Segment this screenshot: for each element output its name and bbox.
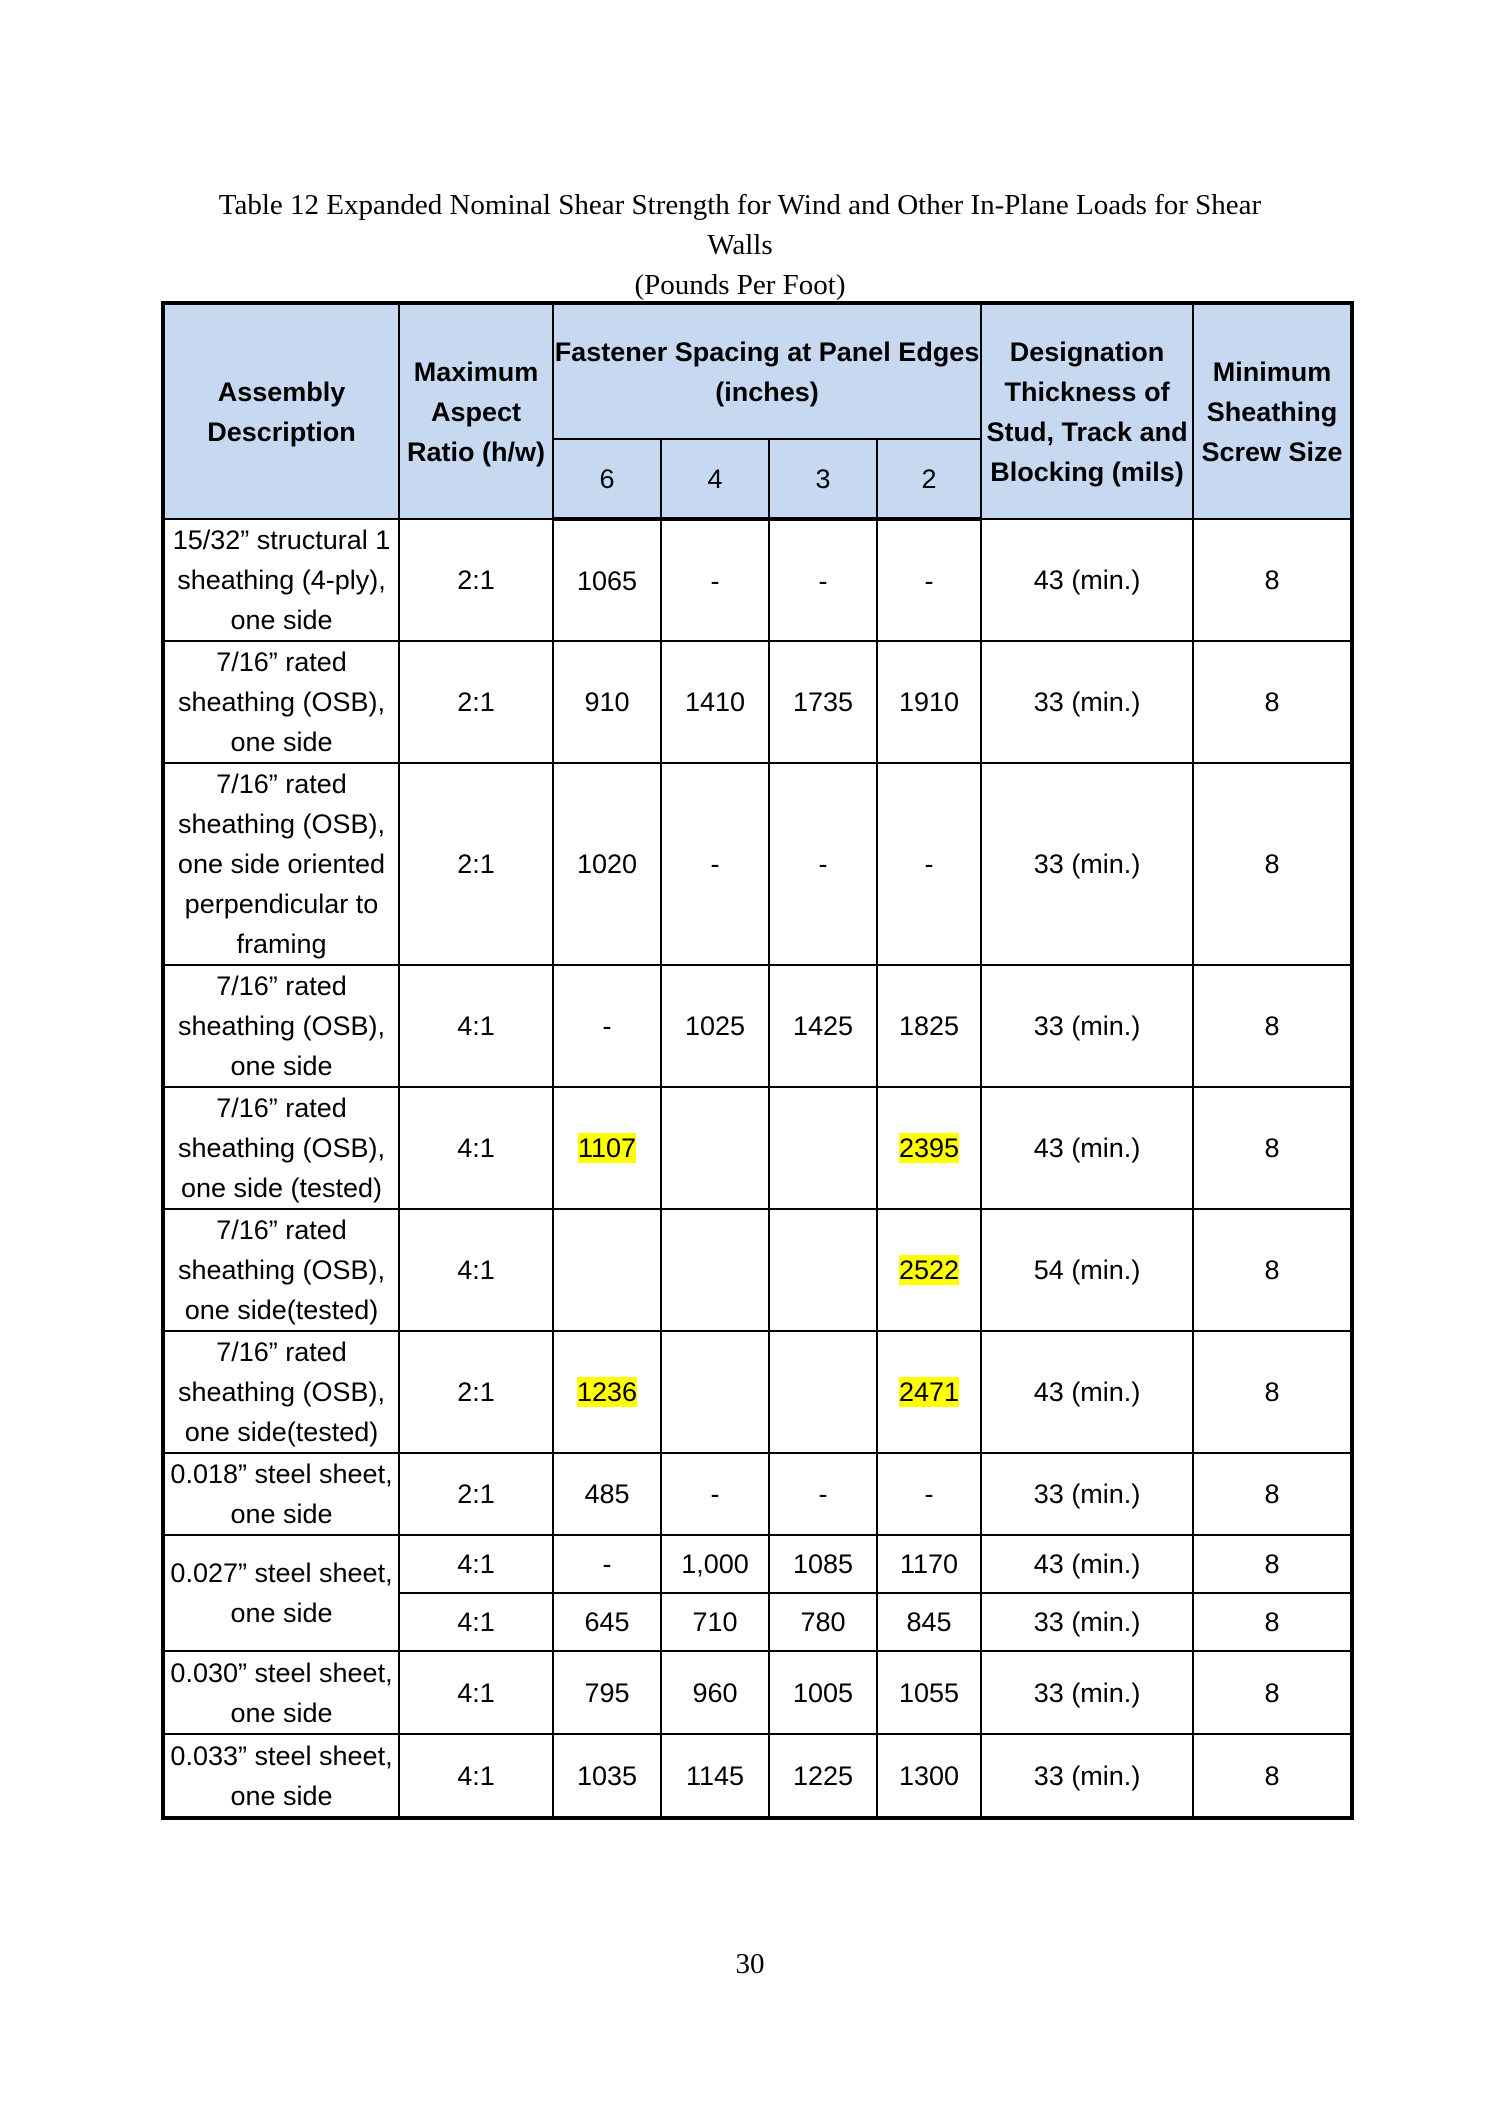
assembly-description-cell: 7/16” rated sheathing (OSB), one side (tested) [163, 1087, 399, 1209]
screw-size-cell: 8 [1193, 1331, 1352, 1453]
spacing-3-cell: 1085 [769, 1535, 877, 1593]
aspect-ratio-cell: 2:1 [399, 641, 553, 763]
header-fastener-spacing: Fastener Spacing at Panel Edges (inches) [553, 303, 981, 439]
thickness-cell: 33 (min.) [981, 641, 1193, 763]
caption-line-2: Walls [707, 229, 773, 261]
spacing-3-cell: - [769, 519, 877, 641]
spacing-4-cell: 1410 [661, 641, 769, 763]
table-row [163, 1453, 1352, 1535]
spacing-2-cell [877, 1087, 981, 1209]
aspect-ratio-cell: 4:1 [399, 1734, 553, 1818]
assembly-description-cell: 0.033” steel sheet, one side [163, 1734, 399, 1818]
caption-line-3: (Pounds Per Foot) [634, 269, 846, 301]
assembly-description-cell: 0.018” steel sheet, one side [163, 1453, 399, 1535]
table-row [163, 519, 1352, 641]
aspect-ratio-cell: 2:1 [399, 1453, 553, 1535]
spacing-4-cell: - [661, 763, 769, 965]
table-row [163, 1651, 1352, 1734]
header-assembly-description: Assembly Description [163, 303, 399, 519]
spacing-4-cell: 710 [661, 1593, 769, 1651]
table-row [163, 1535, 1352, 1593]
spacing-2-cell [877, 1331, 981, 1453]
spacing-4-cell: 1025 [661, 965, 769, 1087]
spacing-4-cell [661, 1331, 769, 1453]
spacing-2-cell: 1825 [877, 965, 981, 1087]
spacing-4-cell: 960 [661, 1651, 769, 1734]
thickness-cell: 54 (min.) [981, 1209, 1193, 1331]
highlighted-value: 2395 [898, 1133, 960, 1163]
screw-size-cell: 8 [1193, 641, 1352, 763]
aspect-ratio-cell: 4:1 [399, 1593, 553, 1651]
spacing-2-cell: - [877, 519, 981, 641]
screw-size-cell: 8 [1193, 1651, 1352, 1734]
table-row [163, 1734, 1352, 1818]
header-screw-size: Minimum Sheathing Screw Size [1193, 303, 1352, 519]
table-row [163, 965, 1352, 1087]
assembly-description-cell: 7/16” rated sheathing (OSB), one side [163, 641, 399, 763]
spacing-2-cell: - [877, 763, 981, 965]
spacing-6-cell [553, 1331, 661, 1453]
spacing-6-cell [553, 1087, 661, 1209]
spacing-2-cell: 1300 [877, 1734, 981, 1818]
thickness-cell: 33 (min.) [981, 1453, 1193, 1535]
spacing-2-cell: 845 [877, 1593, 981, 1651]
spacing-3-cell: - [769, 1453, 877, 1535]
assembly-description-cell: 15/32” structural 1 sheathing (4-ply), one side [163, 519, 399, 641]
aspect-ratio-cell: 4:1 [399, 965, 553, 1087]
spacing-3-cell [769, 1331, 877, 1453]
spacing-6-cell: 485 [553, 1453, 661, 1535]
spacing-6-cell: 795 [553, 1651, 661, 1734]
spacing-6-cell: 645 [553, 1593, 661, 1651]
assembly-description-cell: 0.027” steel sheet, one side [163, 1535, 399, 1651]
table-row [163, 641, 1352, 763]
thickness-cell: 33 (min.) [981, 965, 1193, 1087]
spacing-6-cell: 1035 [553, 1734, 661, 1818]
aspect-ratio-cell: 2:1 [399, 1331, 553, 1453]
spacing-6-cell: - [553, 1535, 661, 1593]
table-row [163, 1331, 1352, 1453]
assembly-description-cell: 7/16” rated sheathing (OSB), one side(tested) [163, 1331, 399, 1453]
spacing-4-cell: 1,000 [661, 1535, 769, 1593]
screw-size-cell: 8 [1193, 519, 1352, 641]
highlighted-value: 2522 [898, 1255, 960, 1285]
spacing-3-cell: - [769, 763, 877, 965]
header-spacing-6: 6 [553, 439, 661, 519]
thickness-cell: 33 (min.) [981, 1593, 1193, 1651]
header-designation-thickness: Designation Thickness of Stud, Track and Blocking (mils) [981, 303, 1193, 519]
spacing-6-cell: 1020 [553, 763, 661, 965]
shear-strength-table [161, 301, 1354, 1820]
spacing-6-cell: 910 [553, 641, 661, 763]
spacing-4-cell: - [661, 1453, 769, 1535]
spacing-6-cell [553, 1209, 661, 1331]
screw-size-cell: 8 [1193, 763, 1352, 965]
screw-size-cell: 8 [1193, 1209, 1352, 1331]
table-caption [180, 185, 1300, 305]
assembly-description-cell: 0.030” steel sheet, one side [163, 1651, 399, 1734]
spacing-2-cell: 1055 [877, 1651, 981, 1734]
spacing-3-cell: 1005 [769, 1651, 877, 1734]
header-spacing-3: 3 [769, 439, 877, 519]
spacing-3-cell [769, 1209, 877, 1331]
screw-size-cell: 8 [1193, 1087, 1352, 1209]
table-row [163, 1087, 1352, 1209]
thickness-cell: 43 (min.) [981, 1535, 1193, 1593]
thickness-cell: 43 (min.) [981, 519, 1193, 641]
spacing-2-cell: - [877, 1453, 981, 1535]
spacing-2-cell: 1910 [877, 641, 981, 763]
spacing-3-cell: 1735 [769, 641, 877, 763]
screw-size-cell: 8 [1193, 1535, 1352, 1593]
caption-line-1: Table 12 Expanded Nominal Shear Strength for Wind and Other In-Plane Loads for Shear [218, 189, 1262, 221]
screw-size-cell: 8 [1193, 1593, 1352, 1651]
page-number: 30 [735, 1948, 765, 1980]
thickness-cell: 33 (min.) [981, 763, 1193, 965]
spacing-4-cell: - [661, 519, 769, 641]
spacing-6-cell: 1065 [553, 519, 661, 641]
spacing-4-cell [661, 1209, 769, 1331]
aspect-ratio-cell: 4:1 [399, 1209, 553, 1331]
aspect-ratio-cell: 2:1 [399, 763, 553, 965]
aspect-ratio-cell: 4:1 [399, 1535, 553, 1593]
spacing-6-cell: - [553, 965, 661, 1087]
spacing-2-cell: 1170 [877, 1535, 981, 1593]
aspect-ratio-cell: 2:1 [399, 519, 553, 641]
header-aspect-ratio: Maximum Aspect Ratio (h/w) [399, 303, 553, 519]
spacing-4-cell [661, 1087, 769, 1209]
header-spacing-4: 4 [661, 439, 769, 519]
assembly-description-cell: 7/16” rated sheathing (OSB), one side(tested) [163, 1209, 399, 1331]
thickness-cell: 33 (min.) [981, 1651, 1193, 1734]
screw-size-cell: 8 [1193, 965, 1352, 1087]
screw-size-cell: 8 [1193, 1734, 1352, 1818]
spacing-2-cell [877, 1209, 981, 1331]
highlighted-value: 1236 [576, 1377, 638, 1407]
spacing-3-cell: 780 [769, 1593, 877, 1651]
spacing-4-cell: 1145 [661, 1734, 769, 1818]
aspect-ratio-cell: 4:1 [399, 1087, 553, 1209]
assembly-description-cell: 7/16” rated sheathing (OSB), one side [163, 965, 399, 1087]
thickness-cell: 43 (min.) [981, 1331, 1193, 1453]
thickness-cell: 43 (min.) [981, 1087, 1193, 1209]
highlighted-value: 2471 [898, 1377, 960, 1407]
highlighted-value: 1107 [577, 1133, 637, 1163]
spacing-3-cell: 1225 [769, 1734, 877, 1818]
aspect-ratio-cell: 4:1 [399, 1651, 553, 1734]
thickness-cell: 33 (min.) [981, 1734, 1193, 1818]
screw-size-cell: 8 [1193, 1453, 1352, 1535]
spacing-3-cell [769, 1087, 877, 1209]
assembly-description-cell: 7/16” rated sheathing (OSB), one side oriented perpendicular to framing [163, 763, 399, 965]
table-row [163, 1209, 1352, 1331]
header-spacing-2: 2 [877, 439, 981, 519]
spacing-3-cell: 1425 [769, 965, 877, 1087]
table-row [163, 763, 1352, 965]
